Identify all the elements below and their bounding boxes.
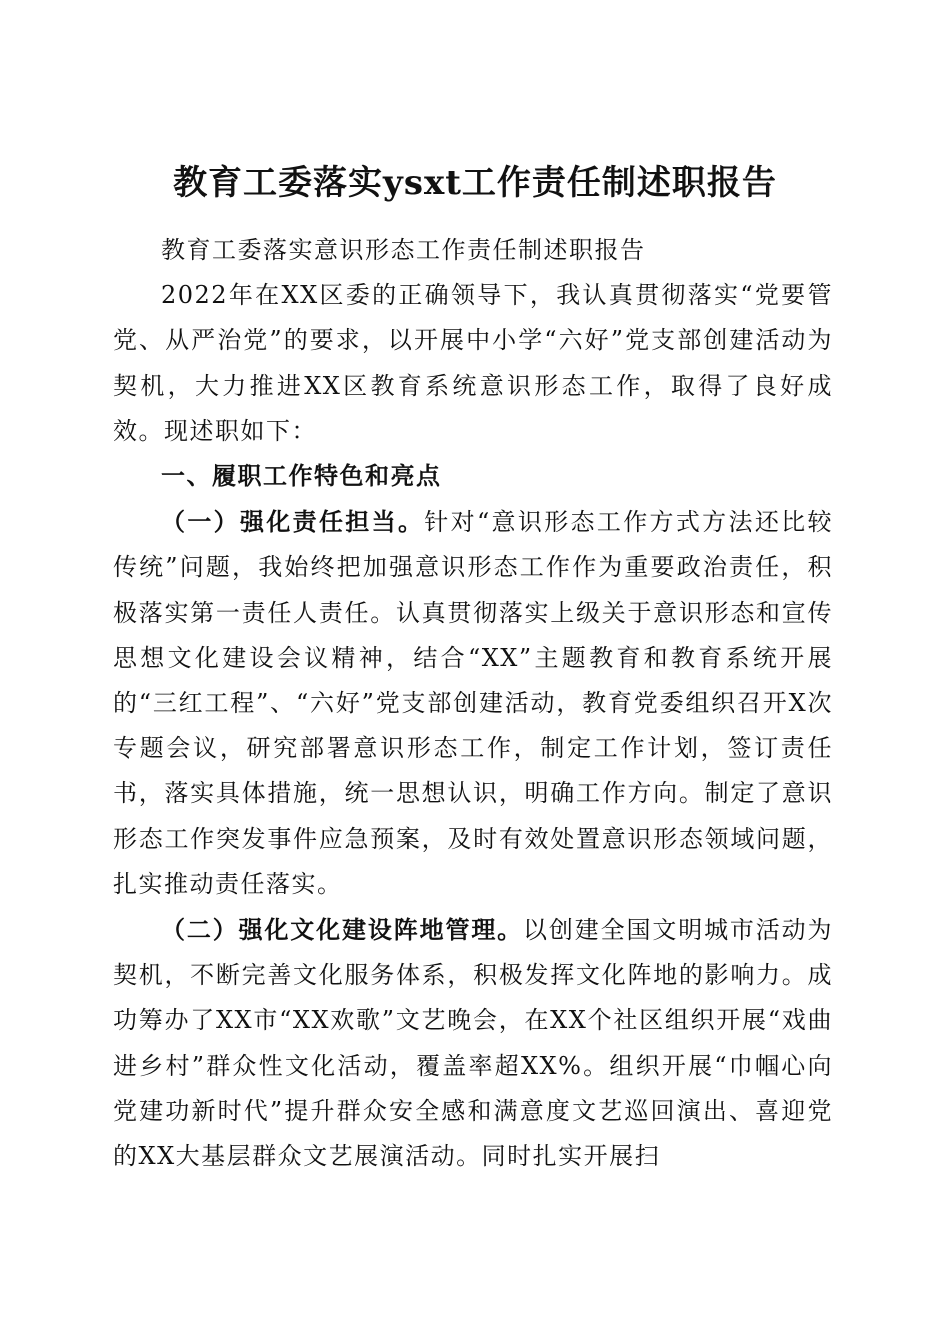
paragraph-text: 以创建全国文明城市活动为契机，不断完善文化服务体系，积极发挥文化阵地的影响力。成功筹办了XX市“XX欢歌”文艺晚会，在XX个社区组织开展“戏曲进乡村”群众性文化活动，覆盖率超XX%。组织开展“巾帼心向党建功新时代”提升群众安全感和满意度文艺巡回演出、喜迎党的XX大基层群众文艺展演活动。同时扎实开展扫 <box>113 916 834 1171</box>
paragraph-text: 针对“意识形态工作方式方法还比较传统”问题，我始终把加强意识形态工作作为重要政治责任，积极落实第一责任人责任。认真贯彻落实上级关于意识形态和宣传思想文化建设会议精神，结合“XX”主题教育和教育系统开展的“三红工程”、“六好”党支部创建活动，教育党委组织召开X次专题会议，研究部署意识形态工作，制定工作计划，签订责任书，落实具体措施，统一思想认识，明确工作方向。制定了意识形态工作突发事件应急预案，及时有效处置意识形态领域问题，扎实推动责任落实。 <box>113 508 833 898</box>
section-heading: 一、履职工作特色和亮点 <box>161 462 442 491</box>
subtitle-paragraph: 教育工委落实意识形态工作责任制述职报告 <box>161 236 646 264</box>
paragraph-responsibility <box>113 499 833 907</box>
paragraph-culture <box>113 907 833 1179</box>
paragraph-lead: （一）强化责任担当。 <box>161 507 425 537</box>
intro-paragraph: 2022年在XX区委的正确领导下，我认真贯彻落实“党要管党、从严治党”的要求，以开展中小学“六好”党支部创建活动为契机，大力推进XX区教育系统意识形态工作，取得了良好成效。现述职如下： <box>113 281 833 445</box>
document-title: 教育工委落实ysxt工作责任制述职报告 <box>173 162 777 203</box>
paragraph-lead: （二）强化文化建设阵地管理。 <box>161 915 524 945</box>
document-body <box>113 228 833 1179</box>
